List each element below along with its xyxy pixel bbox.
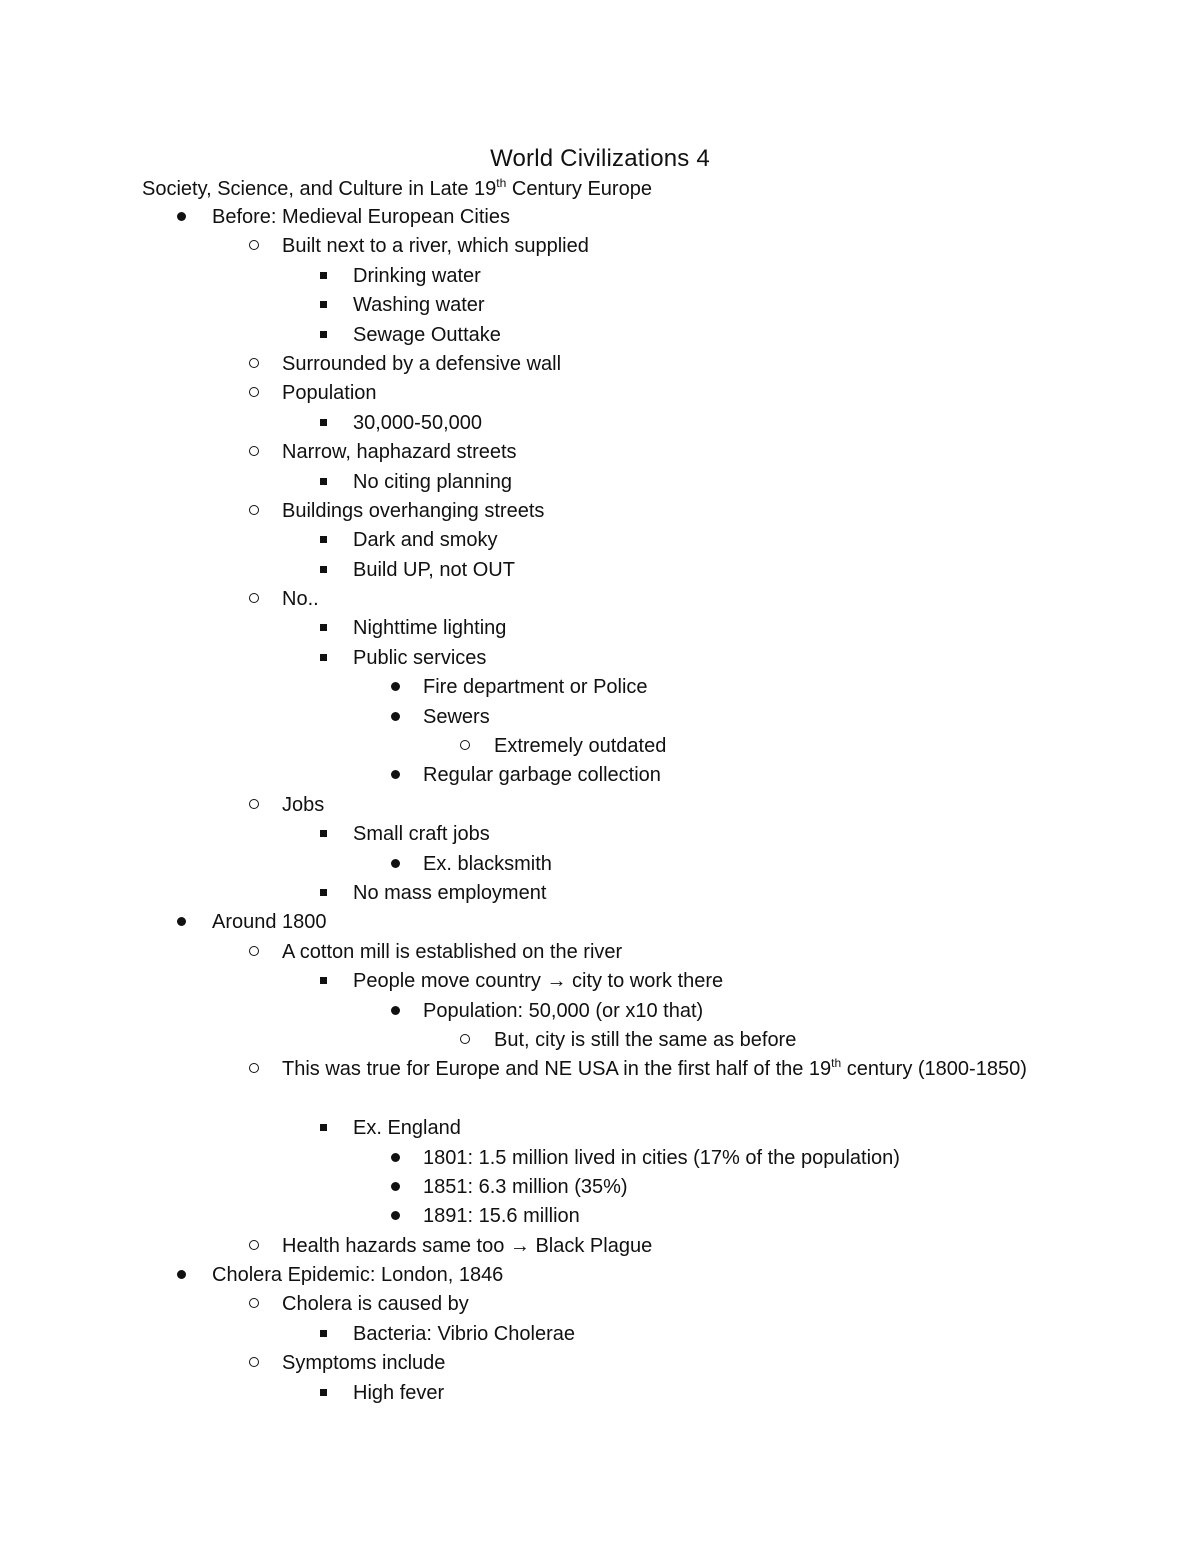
circle-bullet-icon bbox=[244, 438, 264, 467]
circle-bullet-icon bbox=[244, 1290, 264, 1319]
disc-bullet-icon bbox=[385, 1173, 405, 1202]
list-item bbox=[0, 1114, 1200, 1143]
list-item-text: Public services bbox=[353, 646, 487, 669]
list-item-text: No mass employment bbox=[353, 881, 547, 904]
list-item bbox=[0, 1202, 1200, 1231]
list-item-text: Symptoms include bbox=[282, 1352, 446, 1375]
list-item bbox=[0, 908, 1200, 937]
list-item bbox=[0, 262, 1200, 291]
disc-bullet-icon bbox=[385, 997, 405, 1026]
list-item-text: Regular garbage collection bbox=[423, 764, 661, 787]
list-item bbox=[0, 350, 1200, 379]
disc-bullet-icon bbox=[385, 703, 405, 732]
list-item bbox=[0, 1320, 1200, 1349]
list-item bbox=[0, 1232, 1200, 1261]
list-item bbox=[0, 1379, 1200, 1408]
list-item bbox=[0, 1290, 1200, 1319]
circle-bullet-icon bbox=[244, 938, 264, 967]
square-bullet-icon bbox=[313, 468, 333, 497]
list-item-text: Population: 50,000 (or x10 that) bbox=[423, 999, 704, 1022]
list-item-text: 1891: 15.6 million bbox=[423, 1205, 580, 1228]
list-item bbox=[0, 614, 1200, 643]
disc-bullet-icon bbox=[171, 203, 191, 232]
list-item bbox=[0, 761, 1200, 790]
square-bullet-icon bbox=[313, 1320, 333, 1349]
list-item bbox=[0, 997, 1200, 1026]
list-item bbox=[0, 203, 1200, 232]
list-item-text: People move country → city to work there bbox=[353, 970, 724, 993]
list-item-text-part: century (1800-1850) bbox=[841, 1058, 1027, 1081]
disc-bullet-icon bbox=[171, 1261, 191, 1290]
list-item-text: Ex. England bbox=[353, 1117, 461, 1140]
square-bullet-icon bbox=[313, 262, 333, 291]
list-item bbox=[0, 938, 1200, 967]
list-item bbox=[0, 232, 1200, 261]
circle-bullet-icon bbox=[244, 585, 264, 614]
list-item bbox=[0, 321, 1200, 350]
list-item-text: Small craft jobs bbox=[353, 823, 490, 846]
circle-bullet-icon bbox=[244, 1055, 264, 1084]
list-item-text: Washing water bbox=[353, 294, 485, 317]
list-item bbox=[0, 468, 1200, 497]
circle-bullet-icon bbox=[244, 1232, 264, 1261]
subtitle-text: Society, Science, and Culture in Late 19 bbox=[142, 178, 497, 200]
square-bullet-icon bbox=[313, 526, 333, 555]
list-item-text: Buildings overhanging streets bbox=[282, 499, 545, 522]
square-bullet-icon bbox=[313, 820, 333, 849]
list-item-text: No citing planning bbox=[353, 470, 512, 493]
circle-bullet-icon bbox=[244, 1349, 264, 1378]
disc-bullet-icon bbox=[385, 850, 405, 879]
list-item-text: Sewers bbox=[423, 705, 490, 728]
list-item bbox=[0, 526, 1200, 555]
list-item bbox=[0, 879, 1200, 908]
document-title: World Civilizations 4 bbox=[490, 145, 710, 172]
list-item-text: Population bbox=[282, 382, 377, 405]
list-item-text: Narrow, haphazard streets bbox=[282, 441, 517, 464]
list-item-text: 1801: 1.5 million lived in cities (17% of the population) bbox=[423, 1146, 900, 1169]
disc-bullet-icon bbox=[385, 761, 405, 790]
list-item-text: High fever bbox=[353, 1381, 445, 1404]
square-bullet-icon bbox=[313, 1379, 333, 1408]
list-item-text: Before: Medieval European Cities bbox=[212, 206, 510, 228]
list-item-text-part: This was true for Europe and NE USA in the first half of the 19 bbox=[282, 1058, 832, 1081]
list-item-text bbox=[282, 1055, 1042, 1084]
circle-bullet-icon bbox=[244, 379, 264, 408]
list-item-text: Dark and smoky bbox=[353, 529, 498, 552]
list-item bbox=[0, 438, 1200, 467]
list-item-superscript: th bbox=[831, 1056, 842, 1071]
list-item bbox=[0, 732, 1200, 761]
square-bullet-icon bbox=[313, 614, 333, 643]
list-item-text: 30,000-50,000 bbox=[353, 411, 483, 434]
square-bullet-icon bbox=[313, 1114, 333, 1143]
document-subtitle bbox=[142, 174, 652, 204]
circle-bullet-icon bbox=[244, 350, 264, 379]
list-item bbox=[0, 1055, 1200, 1114]
list-item bbox=[0, 1261, 1200, 1290]
disc-bullet-icon bbox=[385, 1144, 405, 1173]
list-item-text: But, city is still the same as before bbox=[494, 1028, 797, 1051]
list-item bbox=[0, 1173, 1200, 1202]
list-item bbox=[0, 291, 1200, 320]
list-item bbox=[0, 379, 1200, 408]
disc-bullet-icon bbox=[385, 673, 405, 702]
square-bullet-icon bbox=[313, 967, 333, 996]
list-item bbox=[0, 497, 1200, 526]
list-item-text: A cotton mill is established on the river bbox=[282, 940, 623, 963]
subtitle-superscript: th bbox=[496, 176, 507, 190]
list-item-text: Fire department or Police bbox=[423, 676, 648, 699]
subtitle-text-end: Century Europe bbox=[506, 178, 652, 200]
list-item-text: Sewage Outtake bbox=[353, 323, 501, 346]
list-item-text: Ex. blacksmith bbox=[423, 852, 552, 875]
list-item bbox=[0, 1349, 1200, 1378]
list-item bbox=[0, 791, 1200, 820]
list-item bbox=[0, 703, 1200, 732]
list-item-text: Health hazards same too → Black Plague bbox=[282, 1234, 653, 1257]
list-item-text: Build UP, not OUT bbox=[353, 558, 515, 581]
square-bullet-icon bbox=[313, 291, 333, 320]
list-item bbox=[0, 585, 1200, 614]
list-item bbox=[0, 409, 1200, 438]
square-bullet-icon bbox=[313, 556, 333, 585]
circle-bullet-icon bbox=[244, 791, 264, 820]
list-item-text: Nighttime lighting bbox=[353, 617, 507, 640]
list-item bbox=[0, 1026, 1200, 1055]
list-item-text: Surrounded by a defensive wall bbox=[282, 352, 562, 375]
list-item-text: 1851: 6.3 million (35%) bbox=[423, 1175, 628, 1198]
list-item bbox=[0, 673, 1200, 702]
square-bullet-icon bbox=[313, 321, 333, 350]
square-bullet-icon bbox=[313, 409, 333, 438]
list-item bbox=[0, 644, 1200, 673]
disc-bullet-icon bbox=[385, 1202, 405, 1231]
list-item-text: Jobs bbox=[282, 793, 325, 816]
list-item bbox=[0, 967, 1200, 996]
list-item-text: Drinking water bbox=[353, 264, 481, 287]
list-item-text: Cholera Epidemic: London, 1846 bbox=[212, 1264, 504, 1287]
list-item-text: Cholera is caused by bbox=[282, 1293, 469, 1316]
list-item-text: Extremely outdated bbox=[494, 735, 667, 758]
circle-bullet-icon bbox=[455, 732, 475, 761]
list-item-text: Around 1800 bbox=[212, 911, 327, 934]
list-item bbox=[0, 850, 1200, 879]
list-item-text: Built next to a river, which supplied bbox=[282, 235, 589, 258]
square-bullet-icon bbox=[313, 879, 333, 908]
list-item-text: No.. bbox=[282, 588, 319, 611]
circle-bullet-icon bbox=[244, 232, 264, 261]
circle-bullet-icon bbox=[455, 1026, 475, 1055]
square-bullet-icon bbox=[313, 644, 333, 673]
list-item bbox=[0, 1144, 1200, 1173]
list-item bbox=[0, 820, 1200, 849]
disc-bullet-icon bbox=[171, 908, 191, 937]
circle-bullet-icon bbox=[244, 497, 264, 526]
outline-list bbox=[0, 203, 1200, 1408]
list-item bbox=[0, 556, 1200, 585]
list-item-text: Bacteria: Vibrio Cholerae bbox=[353, 1322, 575, 1345]
